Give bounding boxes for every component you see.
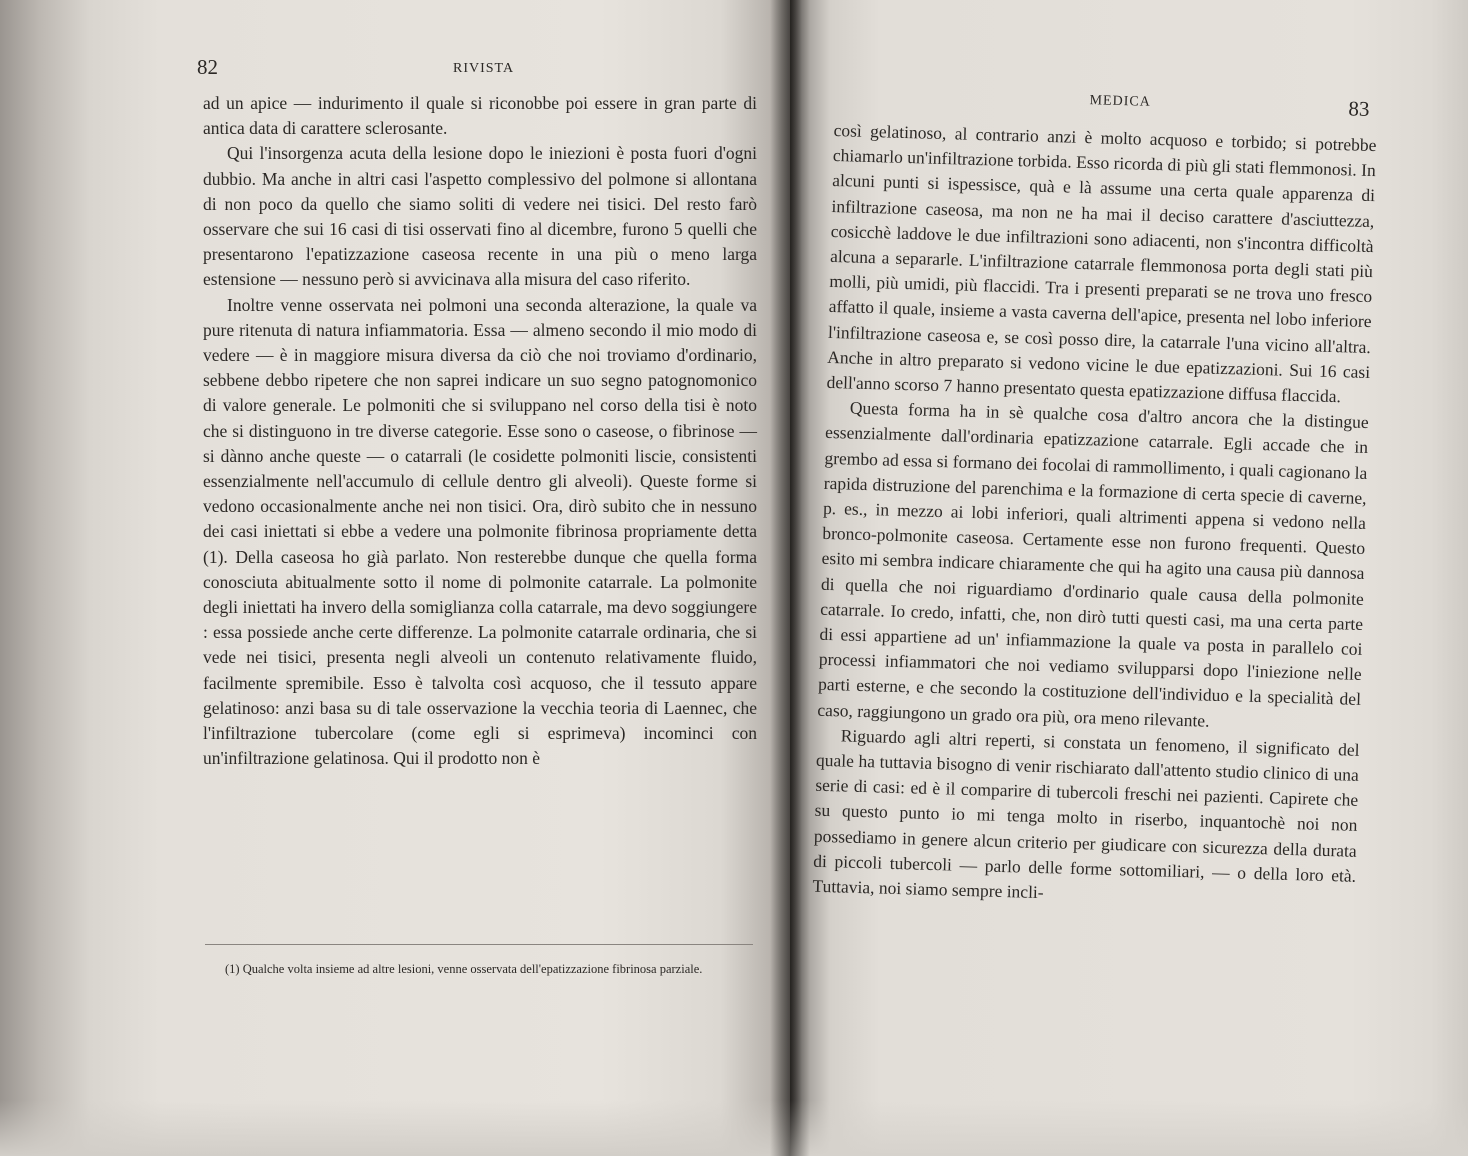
paragraph: Inoltre venne osservata nei polmoni una seconda alterazione, la quale va pure ritenuta di natura infiammatoria. Essa — almeno secondo il mio modo di vedere — è in maggiore misura diversa da ciò che noi troviamo d'ordinario, sebbene debbo ripetere che non saprei indicare un suo segno patognomonico di valore generale. Le polmoniti che si sviluppano nel corso della tisi è noto che si distinguono in tre diverse categorie. Esse sono o caseose, o fibrinose — si dànno anche queste — o catarrali (le cosidette polmoniti liscie, consistenti essenzialmente nell'accumulo di cellule dentro gli alveoli). Queste forme si vedono occasionalmente anche nei non tisici. Ora, dirò subito che in nessuno dei casi iniettati si ebbe a vedere una polmonite fibrinosa propriamente detta (1). Della caseosa ho già parlato. Non resterebbe dunque che quella forma conosciuta abitualmente sotto il nome di polmonite catarrale. La polmonite degli iniettati ha invero della somiglianza colla catarrale, ma devo soggiungere : essa possiede anche certe differenze. La polmonite catarrale ordinaria, che si vede nei tisici, presenta negli alveoli un contenuto relativamente fluido, facilmente spremibile. Esso è talvolta così acquoso, che il tessuto appare gelatinoso: anzi basa su di tale osservazione la vecchia teoria di Laennec, che l'infiltrazione tubercolare (come egli si esprimeva) incominci con un'infiltrazione gelatinosa. Qui il prodotto non è	[203, 294, 757, 769]
book-gutter	[770, 0, 810, 1156]
footnote: (1) Qualche volta insieme ad altre lesioni, venne osservata dell'epatizzazione fibrinosa parziale.	[225, 962, 703, 976]
paragraph: ad un apice — indurimento il quale si riconobbe poi essere in gran parte di antica data di carattere sclerosante.	[203, 93, 757, 139]
paragraph: Qui l'insorgenza acuta della lesione dopo le iniezioni è posta fuori d'ogni dubbio. Ma anche in altri casi l'aspetto complessivo del polmone si allontana di non poco da quello che siamo soliti di vedere nei tisici. Del resto farò osservare che sui 16 casi di tisi osservati fino al dicembre, furono 5 quelli che presentarono l'epatizzazione caseosa recente in una più o meno larga estensione — nessuno però si avvicinava alla misura del caso riferito.	[203, 143, 757, 290]
paragraph: Riguardo agli altri reperti, si constata un fenomeno, il significato del quale ha tuttavia bisogno di venir rischiarato dall'attento studio clinico di una serie di casi: ed è il comparire di tubercoli freschi nei pazienti. Capirete che su questo punto io mi tenga molto in riserbo, inquantochè noi non possediamo in genere alcun criterio per giudicare con sicurezza della durata di piccoli tubercoli — parlo delle forme sottomiliari, — o della loro età. Tuttavia, noi siamo sempre incli-	[812, 725, 1360, 903]
paragraph: Questa forma ha in sè qualche cosa d'altro ancora che la distingue essenzialmente dall'ordinaria epatizzazione catarrale. Egli accade che in grembo ad essa si formano dei focolai di rammollimento, i quali cagionano la rapida distruzione del parenchima e la formazione di certa specie di caverne, p. es., in mezzo ai lobi inferiori, quali altrimenti appena si vedono nella bronco-polmonite caseosa. Certamente esse non furono frequenti. Questo esito mi sembra indicare chiaramente che qui ha agito una causa più dannosa di quella che noi riguardiamo d'ordinario quale causa della polmonite catarrale. Io credo, infatti, che, non dirò tutti questi casi, ma una certa parte di essi appartiene ad un' infiammazione la quale va posta in parallelo coi processi infiammatori che noi vediamo svilupparsi dopo l'iniezione nelle parti esterne, e che secondo la costituzione dell'individuo e la specialità del caso, raggiungono un grado ora più, ora meno rilevante.	[817, 397, 1369, 731]
paragraph: così gelatinoso, al contrario anzi è molto acquoso e torbido; si potrebbe chiamarlo un'infiltrazione torbida. Esso ricorda di più gli stati flemmonosi. In alcuni punti si ispessisce, quà e là assume una certa quale apparenza di infiltrazione caseosa, ma non ne ha mai il deciso carattere d'asciuttezza, cosicchè laddove le due infiltrazioni sono adiacenti, non s'incontra difficoltà alcuna a separarle. L'infiltrazione catarrale flemmonosa porta degli stati più molli, più umidi, più flaccidi. Tra i presenti preparati se ne trova uno fresco affatto il quale, insieme a vasta caverna dell'apice, presenta nel lobo inferiore l'infiltrazione caseosa e, se così posso dire, la catarrale l'una vicino all'altra. Anche in altro preparato si vedono vicine le due epatizzazioni. Sui 16 casi dell'anno scorso 7 hanno presentato questa epatizzazione diffusa flaccida.	[826, 119, 1377, 407]
right-page-body	[812, 118, 1377, 914]
page-number: 82	[197, 55, 218, 79]
page-edge-shade	[790, 1100, 1468, 1156]
page-number: 83	[1348, 96, 1370, 121]
running-head: RIVISTA	[453, 61, 515, 76]
page-edge-shade	[0, 1100, 790, 1156]
right-page-content	[807, 82, 1385, 1097]
left-page-body	[203, 91, 757, 771]
left-page-header	[197, 55, 757, 85]
running-head: MEDICA	[1089, 93, 1151, 110]
footnote-divider	[205, 944, 753, 945]
